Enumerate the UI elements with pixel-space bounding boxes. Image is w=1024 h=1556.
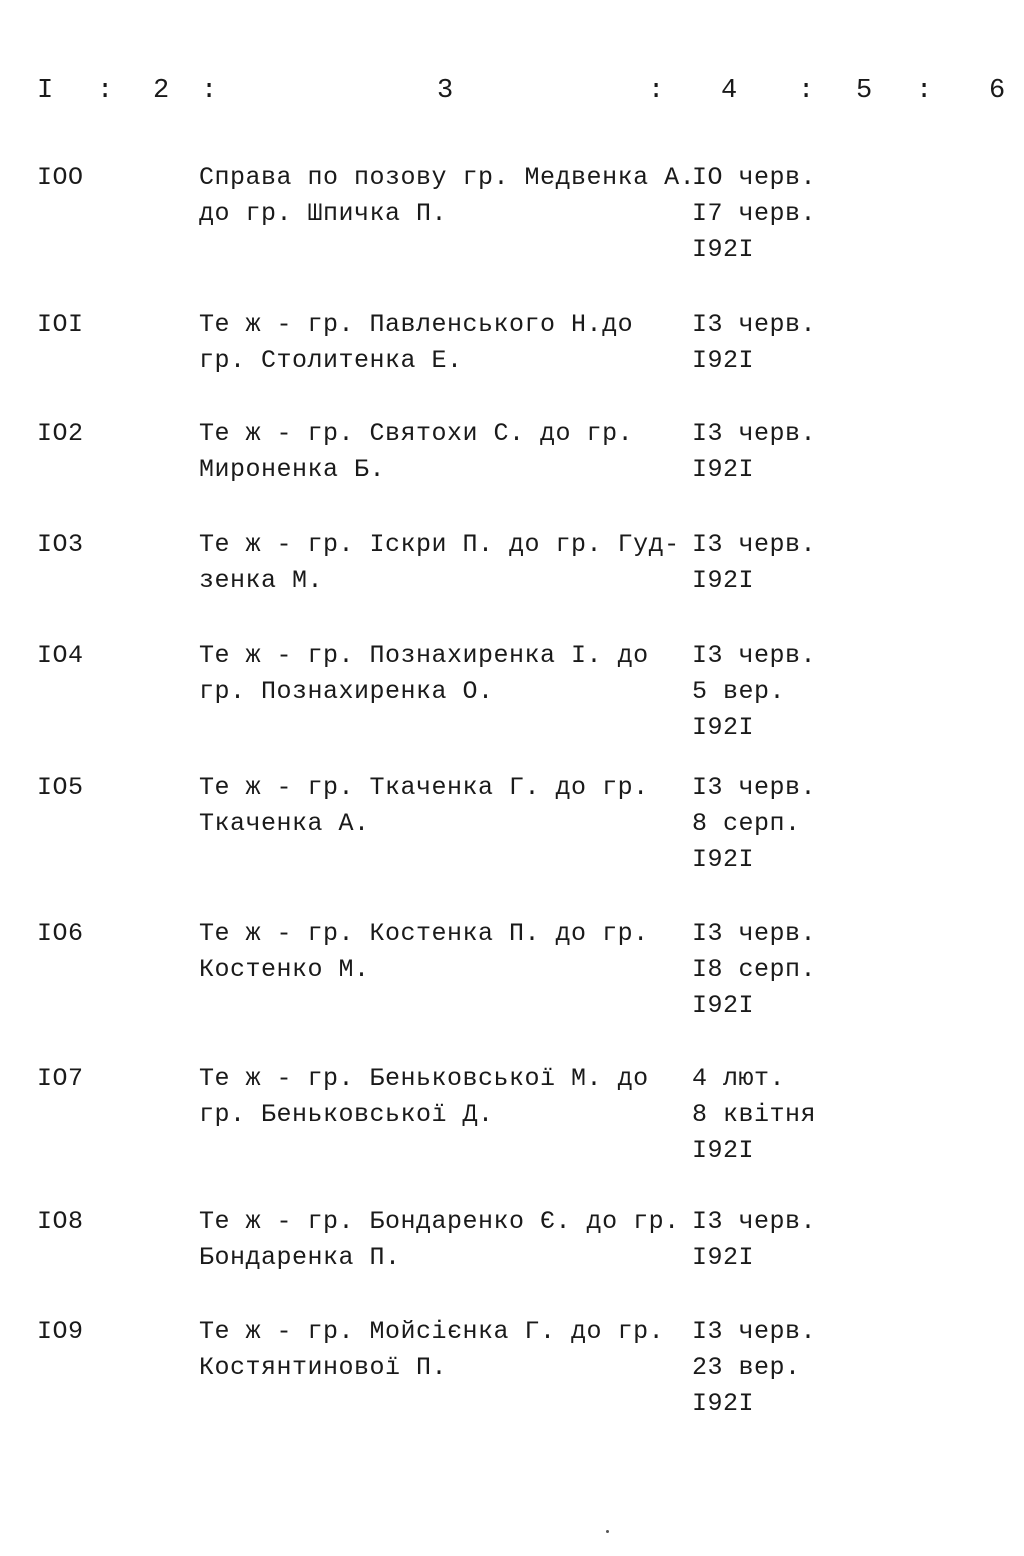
description-line: Костянтинової П. [199, 1353, 448, 1382]
case-description [199, 416, 679, 488]
date-line: I92I [692, 1243, 755, 1272]
case-description [199, 1204, 679, 1276]
case-dates [692, 1061, 892, 1169]
column-separator: : [798, 76, 816, 106]
case-number: IO3 [37, 530, 84, 559]
case-dates [692, 527, 892, 599]
date-line: I92I [692, 991, 755, 1020]
description-line: Те ж - гр. Беньковської М. до [199, 1064, 649, 1093]
case-number: IOO [37, 163, 84, 192]
case-dates [692, 638, 892, 746]
date-line: I92I [692, 455, 755, 484]
date-line: I92I [692, 845, 755, 874]
date-line: I3 черв. [692, 1317, 817, 1346]
column-separator: : [201, 76, 219, 106]
date-line: I3 черв. [692, 1207, 817, 1236]
column-separator: : [648, 76, 666, 106]
scan-speck [606, 1530, 609, 1533]
case-number: IO9 [37, 1317, 84, 1346]
date-line: I92I [692, 346, 755, 375]
description-line: Те ж - гр. Мойсієнка Г. до гр. [199, 1317, 665, 1346]
description-line: до гр. Шпичка П. [199, 199, 448, 228]
case-number: IO7 [37, 1064, 84, 1093]
column-separator: : [916, 76, 934, 106]
case-dates [692, 416, 892, 488]
date-line: I92I [692, 566, 755, 595]
date-line: I92I [692, 235, 755, 264]
case-number: IO8 [37, 1207, 84, 1236]
case-number: IOI [37, 310, 84, 339]
date-line: 4 лют. [692, 1064, 786, 1093]
case-number: IO6 [37, 919, 84, 948]
date-line: I3 черв. [692, 419, 817, 448]
description-line: Те ж - гр. Павленського Н.до [199, 310, 634, 339]
column-3-header: 3 [437, 76, 455, 106]
column-6-header: 6 [989, 76, 1007, 106]
description-line: гр. Познахиренка О. [199, 677, 494, 706]
description-line: Мироненка Б. [199, 455, 386, 484]
case-description [199, 770, 679, 842]
case-description [199, 527, 679, 599]
description-line: Те ж - гр. Святохи С. до гр. [199, 419, 634, 448]
date-line: I7 черв. [692, 199, 817, 228]
date-line: I92I [692, 713, 755, 742]
date-line: I3 черв. [692, 919, 817, 948]
description-line: Те ж - гр. Костенка П. до гр. [199, 919, 649, 948]
case-number: IO4 [37, 641, 84, 670]
description-line: Те ж - гр. Познахиренка І. до [199, 641, 649, 670]
case-dates [692, 1204, 892, 1276]
date-line: 8 серп. [692, 809, 801, 838]
date-line: I3 черв. [692, 530, 817, 559]
description-line: гр. Столитенка Е. [199, 346, 463, 375]
date-line: I3 черв. [692, 310, 817, 339]
date-line: I92I [692, 1136, 755, 1165]
date-line: I8 серп. [692, 955, 817, 984]
description-line: гр. Беньковської Д. [199, 1100, 494, 1129]
case-description [199, 160, 696, 232]
column-2-header: 2 [153, 76, 171, 106]
description-line: Те ж - гр. Іскри П. до гр. Гуд- [199, 530, 680, 559]
date-line: I3 черв. [692, 773, 817, 802]
case-dates [692, 1314, 892, 1422]
description-line: Те ж - гр. Ткаченка Г. до гр. [199, 773, 649, 802]
description-line: Те ж - гр. Бондаренко Є. до гр. [199, 1207, 680, 1236]
date-line: IO черв. [692, 163, 817, 192]
case-dates [692, 916, 892, 1024]
description-line: Ткаченка А. [199, 809, 370, 838]
case-number: IO5 [37, 773, 84, 802]
date-line: I3 черв. [692, 641, 817, 670]
case-description [199, 307, 679, 379]
case-description [199, 638, 679, 710]
date-line: I92I [692, 1389, 755, 1418]
column-5-header: 5 [856, 76, 874, 106]
case-dates [692, 770, 892, 878]
case-description [199, 1314, 679, 1386]
description-line: зенка М. [199, 566, 324, 595]
case-description [199, 1061, 679, 1133]
case-number: IO2 [37, 419, 84, 448]
date-line: 8 квітня [692, 1100, 817, 1129]
date-line: 5 вер. [692, 677, 786, 706]
description-line: Бондаренка П. [199, 1243, 401, 1272]
description-line: Справа по позову гр. Медвенка А. [199, 163, 696, 192]
case-description [199, 916, 679, 988]
case-dates [692, 307, 892, 379]
date-line: 23 вер. [692, 1353, 801, 1382]
column-separator: : [97, 76, 115, 106]
column-1-header: I [37, 76, 55, 106]
description-line: Костенко М. [199, 955, 370, 984]
case-dates [692, 160, 892, 268]
column-4-header: 4 [721, 76, 739, 106]
